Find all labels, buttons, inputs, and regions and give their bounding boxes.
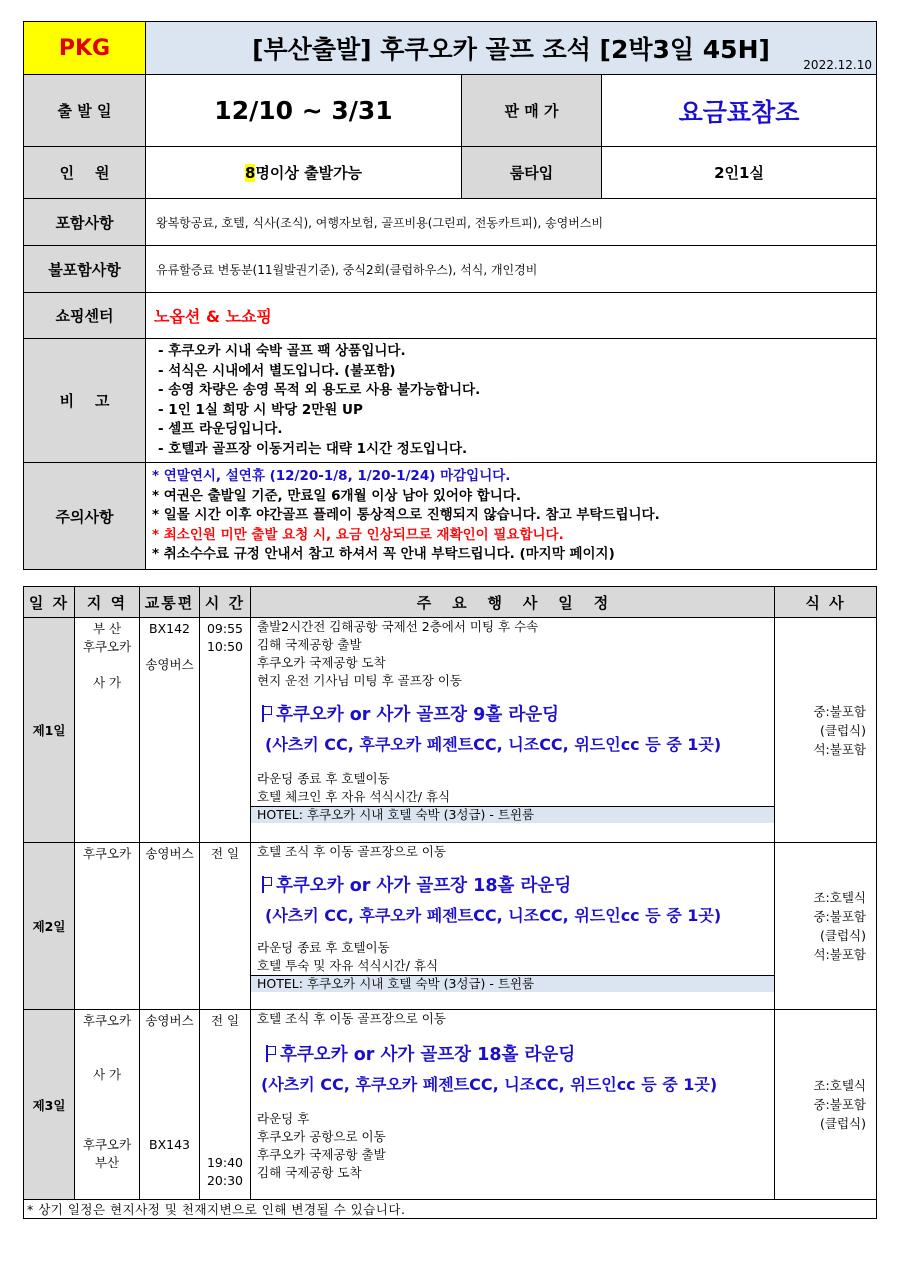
region-item: 사 가 xyxy=(92,1067,122,1082)
notes-list xyxy=(146,339,877,463)
note-item: - 호텔과 골프장 이동거리는 대략 1시간 정도입니다. xyxy=(158,440,468,457)
note-item: - 1인 1실 희망 시 박당 2만원 UP xyxy=(158,401,363,418)
col-meals: 식 사 xyxy=(775,587,877,618)
hotel-info: HOTEL: 후쿠오카 시내 호텔 숙박 (3성급) - 트윈룸 xyxy=(251,806,774,823)
meal-item: 중:불포함 xyxy=(813,909,866,924)
issue-date: 2022.12.10 xyxy=(803,58,873,72)
day-label: 제2일 xyxy=(24,843,75,1010)
transport-item: 송영버스 xyxy=(145,846,194,861)
itinerary-line: 후쿠오카 국제공항 도착 xyxy=(257,655,386,670)
transport-cell xyxy=(140,843,200,1010)
transport-item: BX143 xyxy=(149,1137,190,1152)
pkg-badge: PKG xyxy=(24,22,146,75)
time-cell xyxy=(200,1010,251,1200)
itinerary-line: 호텔 투숙 및 자유 석식시간/ 휴식 xyxy=(257,958,439,973)
people-count: 8 xyxy=(244,164,256,182)
region-item: 사 가 xyxy=(92,675,122,690)
itinerary-line: 라운딩 후 xyxy=(257,1111,310,1126)
caution-item: * 연말연시, 설연휴 (12/20-1/8, 1/20-1/24) 마감입니다. xyxy=(152,468,511,485)
depart-value: 12/10 ~ 3/31 xyxy=(146,75,462,147)
itinerary-line: 김해 국제공항 도착 xyxy=(257,1165,362,1180)
itinerary-line: 라운딩 종료 후 호텔이동 xyxy=(257,940,390,955)
transport-cell xyxy=(140,618,200,843)
itinerary-cell xyxy=(251,1010,775,1200)
schedule-table xyxy=(23,586,877,1219)
people-value xyxy=(146,147,462,199)
meal-item: (클럽식) xyxy=(820,722,866,738)
meal-item: 조:호텔식 xyxy=(813,890,866,905)
meal-cell xyxy=(775,843,877,1010)
note-item: - 석식은 시내에서 별도입니다. (불포함) xyxy=(158,362,396,379)
region-item: 후쿠오카 xyxy=(82,1013,132,1028)
itinerary-line: 호텔 조식 후 이동 골프장으로 이동 xyxy=(257,844,446,859)
exclude-label: 불포함사항 xyxy=(24,246,146,293)
golf-round-title: 후쿠오카 or 사가 골프장 18홀 라운딩 xyxy=(251,1042,774,1068)
time-item: 전 일 xyxy=(210,1013,240,1028)
meal-cell xyxy=(775,618,877,843)
itinerary-line: 김해 국제공항 출발 xyxy=(257,637,362,652)
col-itinerary: 주 요 행 사 일 정 xyxy=(251,587,775,618)
note-item: - 후쿠오카 시내 숙박 골프 팩 상품입니다. xyxy=(158,343,406,359)
region-cell xyxy=(75,1010,140,1200)
room-value: 2인1실 xyxy=(602,147,877,199)
time-cell xyxy=(200,618,251,843)
day-row xyxy=(24,843,877,1010)
col-date: 일 자 xyxy=(24,587,75,618)
golf-course-options: (사츠키 CC, 후쿠오카 페젠트CC, 니조CC, 위드인cc 등 중 1곳) xyxy=(261,1075,718,1094)
golf-course-options: (사츠키 CC, 후쿠오카 페젠트CC, 니조CC, 위드인cc 등 중 1곳) xyxy=(265,906,722,925)
col-time: 시 간 xyxy=(200,587,251,618)
caution-item: * 일몰 시간 이후 야간골프 플레이 통상적으로 진행되지 않습니다. 참고 부탁드립니다. xyxy=(152,507,660,524)
region-item: 후쿠오카 xyxy=(82,639,132,654)
people-text: 명이상 출발가능 xyxy=(255,164,363,182)
col-region: 지 역 xyxy=(75,587,140,618)
caution-item: * 여권은 출발일 기준, 만료일 6개월 이상 남아 있어야 합니다. xyxy=(152,487,521,504)
exclude-value: 유류할증료 변동분(11월발권기준), 중식2회(클럽하우스), 석식, 개인경비 xyxy=(146,246,877,293)
itinerary-line: 후쿠오카 공항으로 이동 xyxy=(257,1129,386,1144)
include-value: 왕복항공료, 호텔, 식사(조식), 여행자보험, 골프비용(그린피, 전동카트피), 송영버스비 xyxy=(146,199,877,246)
time-item: 10:50 xyxy=(206,639,244,654)
col-transport: 교통편 xyxy=(140,587,200,618)
caution-list xyxy=(146,463,877,570)
shop-label: 쇼핑센터 xyxy=(24,293,146,339)
room-label: 룸타입 xyxy=(462,147,602,199)
region-item: 후쿠오카 xyxy=(82,1137,132,1152)
itinerary-line: 라운딩 종료 후 호텔이동 xyxy=(257,771,390,786)
notes-label: 비 고 xyxy=(24,339,146,463)
page-title: [부산출발] 후쿠오카 골프 조석 [2박3일 45H] xyxy=(252,35,770,64)
itinerary-line: 호텔 조식 후 이동 골프장으로 이동 xyxy=(257,1011,446,1026)
time-cell xyxy=(200,843,251,1010)
caution-item: * 최소인원 미만 출발 요청 시, 요금 인상되므로 재확인이 필요합니다. xyxy=(152,526,564,543)
time-item: 전 일 xyxy=(210,846,240,861)
include-label: 포함사항 xyxy=(24,199,146,246)
meal-item: 조:호텔식 xyxy=(813,1078,866,1093)
itinerary-cell xyxy=(251,618,775,843)
itinerary-cell xyxy=(251,843,775,1010)
region-item: 부 산 xyxy=(92,621,122,636)
flag-icon xyxy=(261,705,273,722)
price-label: 판 매 가 xyxy=(462,75,602,147)
itinerary-line: 출발2시간전 김해공항 국제선 2층에서 미팅 후 수속 xyxy=(257,619,539,634)
transport-cell xyxy=(140,1010,200,1200)
region-cell xyxy=(75,618,140,843)
time-item: 19:40 xyxy=(206,1155,244,1170)
itinerary-line: 현지 운전 기사님 미팅 후 골프장 이동 xyxy=(257,673,462,688)
caution-item: * 취소수수료 규정 안내서 참고 하셔서 꼭 안내 부탁드립니다. (마지막 페이지) xyxy=(152,546,615,563)
golf-round-title: 후쿠오카 or 사가 골프장 9홀 라운딩 xyxy=(251,702,774,728)
shop-value: 노옵션 & 노쇼핑 xyxy=(146,293,877,339)
itinerary-line: 후쿠오카 국제공항 출발 xyxy=(257,1147,386,1162)
meal-item: 석:불포함 xyxy=(813,741,866,757)
meal-item: 중:불포함 xyxy=(813,703,866,719)
meal-item: 중:불포함 xyxy=(813,1097,866,1112)
region-item: 후쿠오카 xyxy=(82,846,132,861)
day-label: 제1일 xyxy=(24,618,75,843)
day-row xyxy=(24,1010,877,1200)
meal-item: (클럽식) xyxy=(820,1116,866,1131)
golf-course-options: (사츠키 CC, 후쿠오카 페젠트CC, 니조CC, 위드인cc 등 중 1곳) xyxy=(265,735,722,754)
time-item: 09:55 xyxy=(206,621,244,636)
hotel-info: HOTEL: 후쿠오카 시내 호텔 숙박 (3성급) - 트윈룸 xyxy=(251,975,774,992)
transport-item: 송영버스 xyxy=(145,657,194,672)
region-cell xyxy=(75,843,140,1010)
meal-item: 석:불포함 xyxy=(813,947,866,962)
flag-icon xyxy=(265,1045,277,1062)
meal-item: (클럽식) xyxy=(820,928,866,943)
meal-cell xyxy=(775,1010,877,1200)
caution-label: 주의사항 xyxy=(24,463,146,570)
itinerary-line: 호텔 체크인 후 자유 석식시간/ 휴식 xyxy=(257,789,451,804)
schedule-footnote: * 상기 일정은 현지사정 및 천재지변으로 인해 변경될 수 있습니다. xyxy=(24,1200,877,1219)
day-row xyxy=(24,618,877,843)
page-title-cell xyxy=(146,22,877,75)
price-value: 요금표참조 xyxy=(602,75,877,147)
transport-item: BX142 xyxy=(149,621,190,636)
golf-round-title: 후쿠오카 or 사가 골프장 18홀 라운딩 xyxy=(251,873,774,899)
flag-icon xyxy=(261,876,273,893)
time-item: 20:30 xyxy=(206,1173,244,1188)
people-label: 인 원 xyxy=(24,147,146,199)
note-item: - 송영 차량은 송영 목적 외 용도로 사용 불가능합니다. xyxy=(158,382,481,398)
transport-item: 송영버스 xyxy=(145,1013,194,1028)
note-item: - 셀프 라운딩입니다. xyxy=(158,421,283,437)
region-item: 부산 xyxy=(94,1155,120,1170)
depart-label: 출 발 일 xyxy=(24,75,146,147)
info-table xyxy=(23,21,877,570)
day-label: 제3일 xyxy=(24,1010,75,1200)
